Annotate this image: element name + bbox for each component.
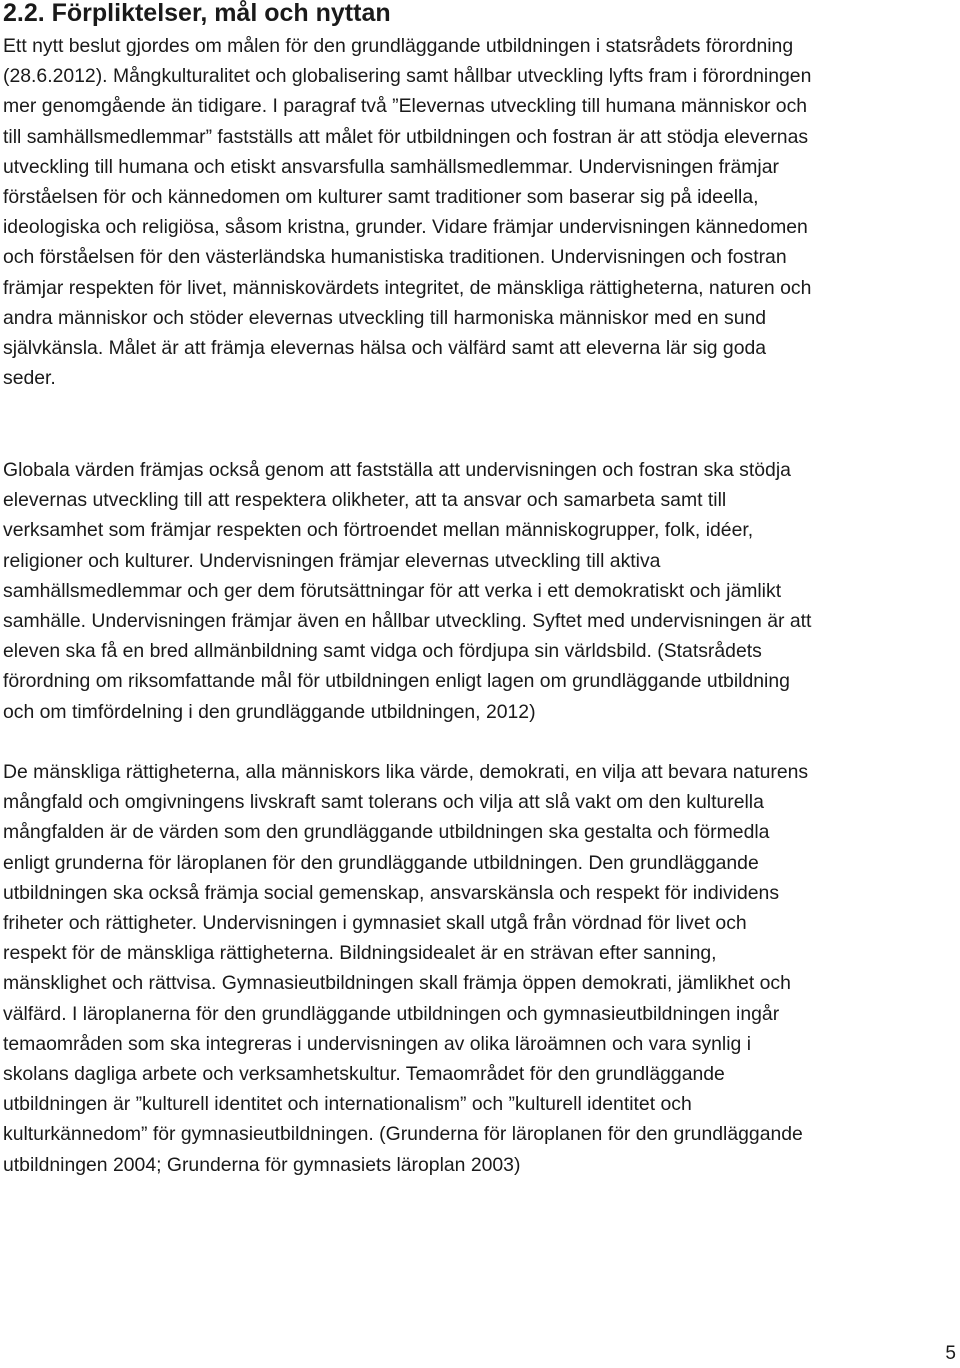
paragraph-goals-2012: Ett nytt beslut gjordes om målen för den grundläggande utbildningen i statsrådets förordning (28.6.2012). Mångkulturalitet och globalisering samt hållbar utveckling lyfts fram i förordningen mer genomgående än tidigare. I paragraf två ”Elevernas utveckling till humana människor och till samhällsmedlemmar” fastställs att målet för utbildningen och fostran är att stödja elevernas utveckling till humana och etiskt ansvarsfulla samhällsmedlemmar. Undervisningen främjar förståelsen för och kännedomen om kulturer samt traditioner som baserar sig på ideella, ideologiska och religiösa, såsom kristna, grunder. Vidare främjar undervisningen kännedomen och förståelsen för den västerländska humanistiska traditionen. Undervisningen och fostran främjar respekten för livet, människovärdets integritet, de mänskliga rättigheterna, naturen och andra människor och stöder elevernas utveckling till harmoniska människor med en sund självkänsla. Målet är att främja elevernas hälsa och välfärd samt att eleverna lär sig goda seder.	[3, 35, 812, 390]
paragraph-global-values: Globala värden främjas också genom att fastställa att undervisningen och fostran ska stödja elevernas utveckling till att respektera olikheter, att ta ansvar och samarbeta samt till verksamhet som främjar respekten och förtroendet mellan människogrupper, folk, idéer, religioner och kulturer. Undervisningen främjar elevernas utveckling till aktiva samhällsmedlemmar och ger dem förutsättningar för att verka i ett demokratiskt och jämlikt samhälle. Undervisningen främjar även en hållbar utveckling. Syftet med undervisningen är att eleven ska få en bred allmänbildning samt vidga och fördjupa sin världsbild. (Statsrådets förordning om riksomfattande mål för utbildningen enligt lagen om grundläggande utbildning och om timfördelning i den grundläggande utbildningen, 2012)	[3, 459, 812, 723]
paragraph-human-rights: De mänskliga rättigheterna, alla människors lika värde, demokrati, en vilja att bevara naturens mångfald och omgivningens livskraft samt tolerans och vilja att slå vakt om den kulturella mångfalden är de värden som den grundläggande utbildningen ska gestalta och förmedla enligt grunderna för läroplanen för den grundläggande utbildningen. Den grundläggande utbildningen ska också främja social gemenskap, ansvarskänsla och respekt för individens friheter och rättigheter. Undervisningen i gymnasiet skall utgå från vördnad för livet och respekt för de mänskliga rättigheterna. Bildningsidealet är en strävan efter sanning, mänsklighet och rättvisa. Gymnasieutbildningen skall främja öppen demokrati, jämlikhet och välfärd. I läroplanerna för den grundläggande utbildningen och gymnasieutbildningen ingår temaområden som ska integreras i undervisningen av olika läroämnen och vara synlig i skolans dagliga arbete och verksamhetskultur. Temaområdet för den grundläggande utbildningen är ”kulturell identitet och internationalism” och ”kulturell identitet och kulturkännedom” för gymnasieutbildningen. (Grunderna för läroplanen för den grundläggande utbildningen 2004; Grunderna för gymnasiets läroplan 2003)	[3, 761, 809, 1176]
page-number: 5	[945, 1343, 956, 1364]
section-heading: 2.2. Förpliktelser, mål och nyttan	[3, 0, 391, 27]
